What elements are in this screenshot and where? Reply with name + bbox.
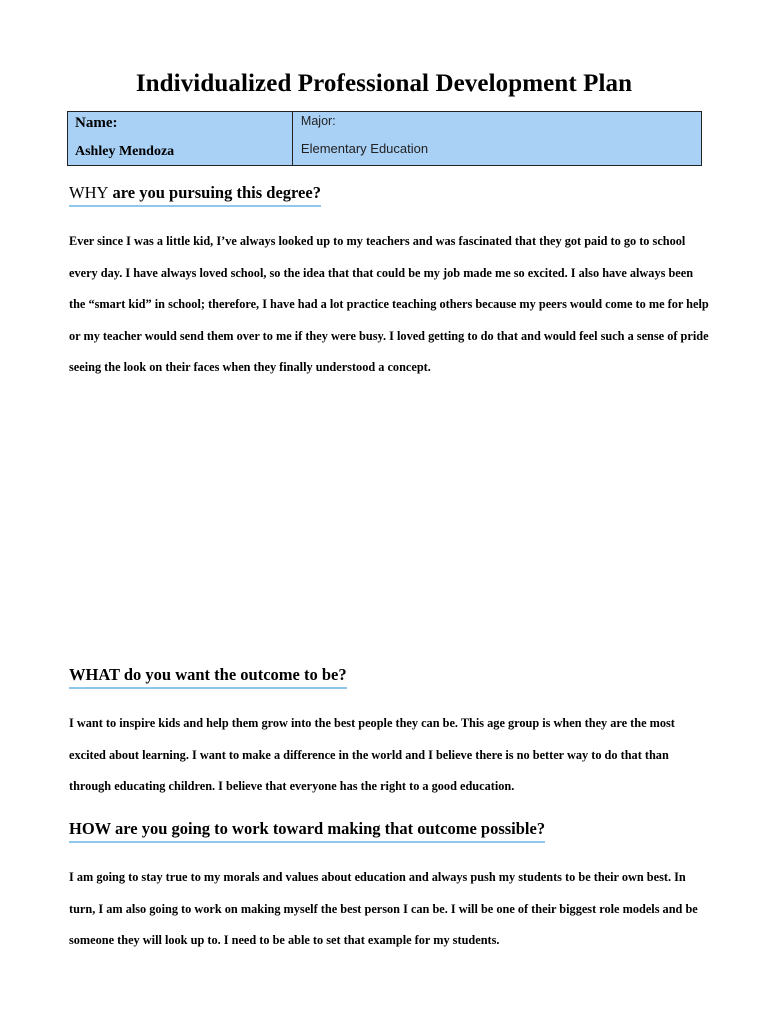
how-heading: HOW are you going to work toward making that outcome possible?: [69, 819, 545, 843]
major-cell: [292, 112, 701, 166]
why-answer: Ever since I was a little kid, I’ve always looked up to my teachers and was fascinated that they got paid to go to school every day. I have always loved school, so the idea that that could be my job made me so excited. I also have always been the “smart kid” in school; therefore, I have had a lot practice teaching others because my peers would come to me for help or my teacher would send them over to me if they were busy. I loved getting to do that and would feel such a sense of pride seeing the look on their faces when they finally understood a concept.: [69, 234, 709, 374]
major-value: Elementary Education: [300, 141, 429, 156]
page-title: Individualized Professional Development Plan: [135, 70, 633, 97]
why-heading: [69, 183, 321, 207]
name-cell: [68, 112, 293, 166]
how-answer: I am going to stay true to my morals and values about education and always push my students to be their own best. In turn, I am also going to work on making myself the best person I can be. I will be one of their biggest role models and be someone they will look up to. I need to be able to set that example for my students.: [69, 870, 698, 947]
name-label: Name:: [75, 115, 118, 131]
what-heading: WHAT do you want the outcome to be?: [69, 665, 347, 689]
major-label: Major:: [300, 114, 336, 128]
why-heading-rest: are you pursuing this degree?: [108, 183, 321, 202]
student-info-table: [67, 111, 702, 166]
what-answer: I want to inspire kids and help them grow into the best people they can be. This age group is when they are the most excited about learning. I want to make a difference in the world and I believe there is no better way to do that than through educating children. I believe that everyone has the right to a good education.: [69, 716, 675, 793]
name-value: Ashley Mendoza: [75, 144, 175, 159]
why-heading-lead: WHY: [69, 183, 109, 202]
